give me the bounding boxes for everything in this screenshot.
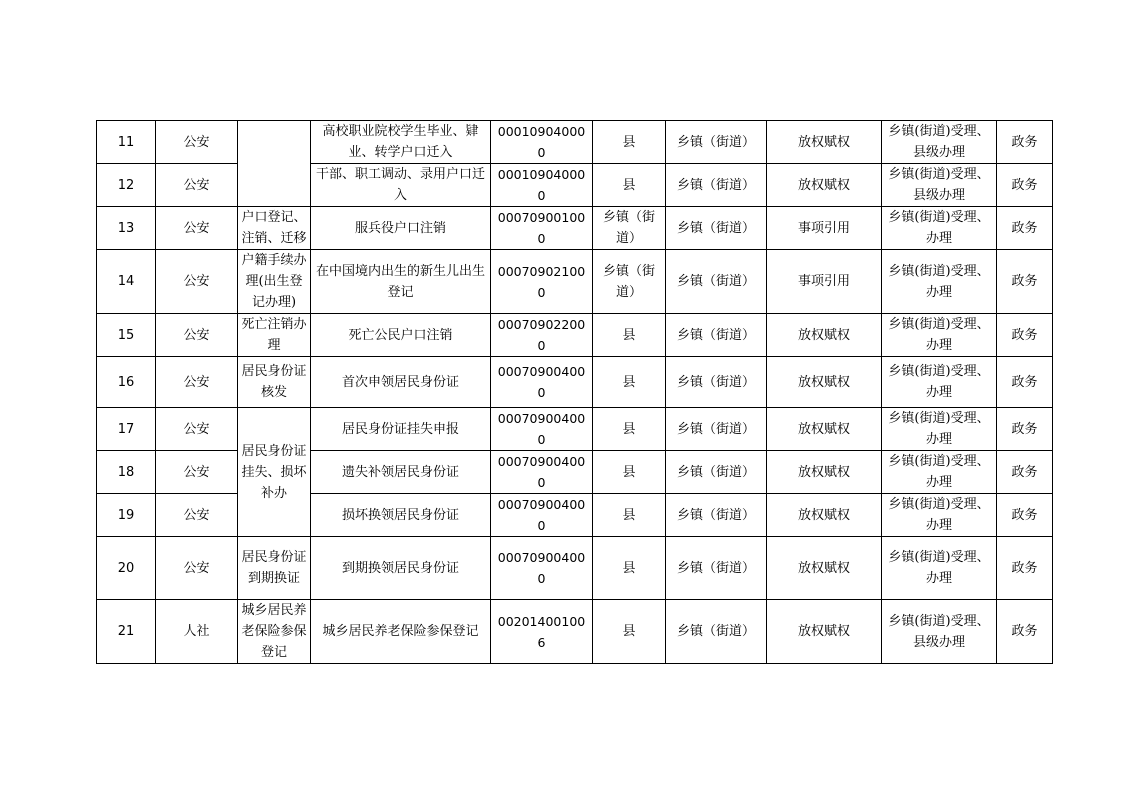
code-cell: 000709021000 [491,250,593,314]
code-cell: 000109040000 [491,121,593,164]
department-cell: 公安 [156,250,238,314]
row-number: 20 [97,537,156,600]
row-number: 14 [97,250,156,314]
department-cell: 公安 [156,121,238,164]
handling-cell: 乡镇(街道)受理、办理 [882,250,997,314]
item-cell: 损坏换领居民身份证 [311,494,491,537]
target-cell: 乡镇（街道） [666,600,767,664]
category-cell: 城乡居民养老保险参保登记 [238,600,311,664]
item-cell: 死亡公民户口注销 [311,314,491,357]
mode-cell: 放权赋权 [767,408,882,451]
table-row [97,207,1053,250]
mode-cell: 放权赋权 [767,451,882,494]
row-number: 17 [97,408,156,451]
mode-cell: 放权赋权 [767,600,882,664]
row-number: 21 [97,600,156,664]
table-row [97,537,1053,600]
type-cell: 政务 [997,408,1053,451]
department-cell: 公安 [156,207,238,250]
category-cell: 居民身份证挂失、损坏补办 [238,408,311,537]
mode-cell: 放权赋权 [767,314,882,357]
handling-cell: 乡镇(街道)受理、县级办理 [882,600,997,664]
level-cell: 乡镇（街道） [593,250,666,314]
type-cell: 政务 [997,314,1053,357]
department-cell: 公安 [156,494,238,537]
row-number: 13 [97,207,156,250]
matters-table [96,120,1053,664]
code-cell: 000109040000 [491,164,593,207]
code-cell: 000709004000 [491,357,593,408]
item-cell: 城乡居民养老保险参保登记 [311,600,491,664]
item-cell: 首次申领居民身份证 [311,357,491,408]
department-cell: 公安 [156,164,238,207]
code-cell: 000709004000 [491,451,593,494]
type-cell: 政务 [997,207,1053,250]
target-cell: 乡镇（街道） [666,494,767,537]
mode-cell: 放权赋权 [767,357,882,408]
target-cell: 乡镇（街道） [666,537,767,600]
mode-cell: 放权赋权 [767,121,882,164]
level-cell: 县 [593,537,666,600]
handling-cell: 乡镇(街道)受理、县级办理 [882,164,997,207]
handling-cell: 乡镇(街道)受理、办理 [882,357,997,408]
type-cell: 政务 [997,600,1053,664]
mode-cell: 放权赋权 [767,164,882,207]
target-cell: 乡镇（街道） [666,250,767,314]
handling-cell: 乡镇(街道)受理、办理 [882,451,997,494]
row-number: 18 [97,451,156,494]
item-cell: 干部、职工调动、录用户口迁入 [311,164,491,207]
code-cell: 000709004000 [491,408,593,451]
table-row [97,600,1053,664]
type-cell: 政务 [997,357,1053,408]
row-number: 11 [97,121,156,164]
code-cell: 000709022000 [491,314,593,357]
type-cell: 政务 [997,494,1053,537]
level-cell: 县 [593,451,666,494]
row-number: 12 [97,164,156,207]
item-cell: 到期换领居民身份证 [311,537,491,600]
category-cell: 户籍手续办理(出生登记办理) [238,250,311,314]
handling-cell: 乡镇(街道)受理、办理 [882,408,997,451]
mode-cell: 放权赋权 [767,537,882,600]
type-cell: 政务 [997,164,1053,207]
level-cell: 县 [593,408,666,451]
department-cell: 公安 [156,451,238,494]
code-cell: 000709004000 [491,494,593,537]
item-cell: 在中国境内出生的新生儿出生登记 [311,250,491,314]
item-cell: 遗失补领居民身份证 [311,451,491,494]
type-cell: 政务 [997,537,1053,600]
target-cell: 乡镇（街道） [666,314,767,357]
item-cell: 居民身份证挂失申报 [311,408,491,451]
category-cell: 居民身份证核发 [238,357,311,408]
handling-cell: 乡镇(街道)受理、办理 [882,207,997,250]
target-cell: 乡镇（街道） [666,207,767,250]
level-cell: 县 [593,494,666,537]
category-cell: 户口登记、注销、迁移 [238,207,311,250]
department-cell: 公安 [156,537,238,600]
level-cell: 县 [593,164,666,207]
target-cell: 乡镇（街道） [666,121,767,164]
target-cell: 乡镇（街道） [666,408,767,451]
handling-cell: 乡镇(街道)受理、县级办理 [882,121,997,164]
code-cell: 000709001000 [491,207,593,250]
level-cell: 县 [593,314,666,357]
category-cell [238,121,311,207]
type-cell: 政务 [997,250,1053,314]
target-cell: 乡镇（街道） [666,164,767,207]
row-number: 15 [97,314,156,357]
department-cell: 公安 [156,357,238,408]
handling-cell: 乡镇(街道)受理、办理 [882,537,997,600]
type-cell: 政务 [997,121,1053,164]
mode-cell: 放权赋权 [767,494,882,537]
item-cell: 高校职业院校学生毕业、肄业、转学户口迁入 [311,121,491,164]
department-cell: 人社 [156,600,238,664]
mode-cell: 事项引用 [767,207,882,250]
table-row [97,250,1053,314]
category-cell: 死亡注销办理 [238,314,311,357]
target-cell: 乡镇（街道） [666,357,767,408]
table-row [97,357,1053,408]
row-number: 16 [97,357,156,408]
code-cell: 000709004000 [491,537,593,600]
handling-cell: 乡镇(街道)受理、办理 [882,314,997,357]
mode-cell: 事项引用 [767,250,882,314]
department-cell: 公安 [156,408,238,451]
level-cell: 县 [593,600,666,664]
target-cell: 乡镇（街道） [666,451,767,494]
handling-cell: 乡镇(街道)受理、办理 [882,494,997,537]
item-cell: 服兵役户口注销 [311,207,491,250]
row-number: 19 [97,494,156,537]
level-cell: 县 [593,121,666,164]
table-row [97,314,1053,357]
category-cell: 居民身份证到期换证 [238,537,311,600]
level-cell: 乡镇（街道） [593,207,666,250]
level-cell: 县 [593,357,666,408]
type-cell: 政务 [997,451,1053,494]
code-cell: 002014001006 [491,600,593,664]
table-row [97,408,1053,451]
department-cell: 公安 [156,314,238,357]
table-row [97,121,1053,164]
